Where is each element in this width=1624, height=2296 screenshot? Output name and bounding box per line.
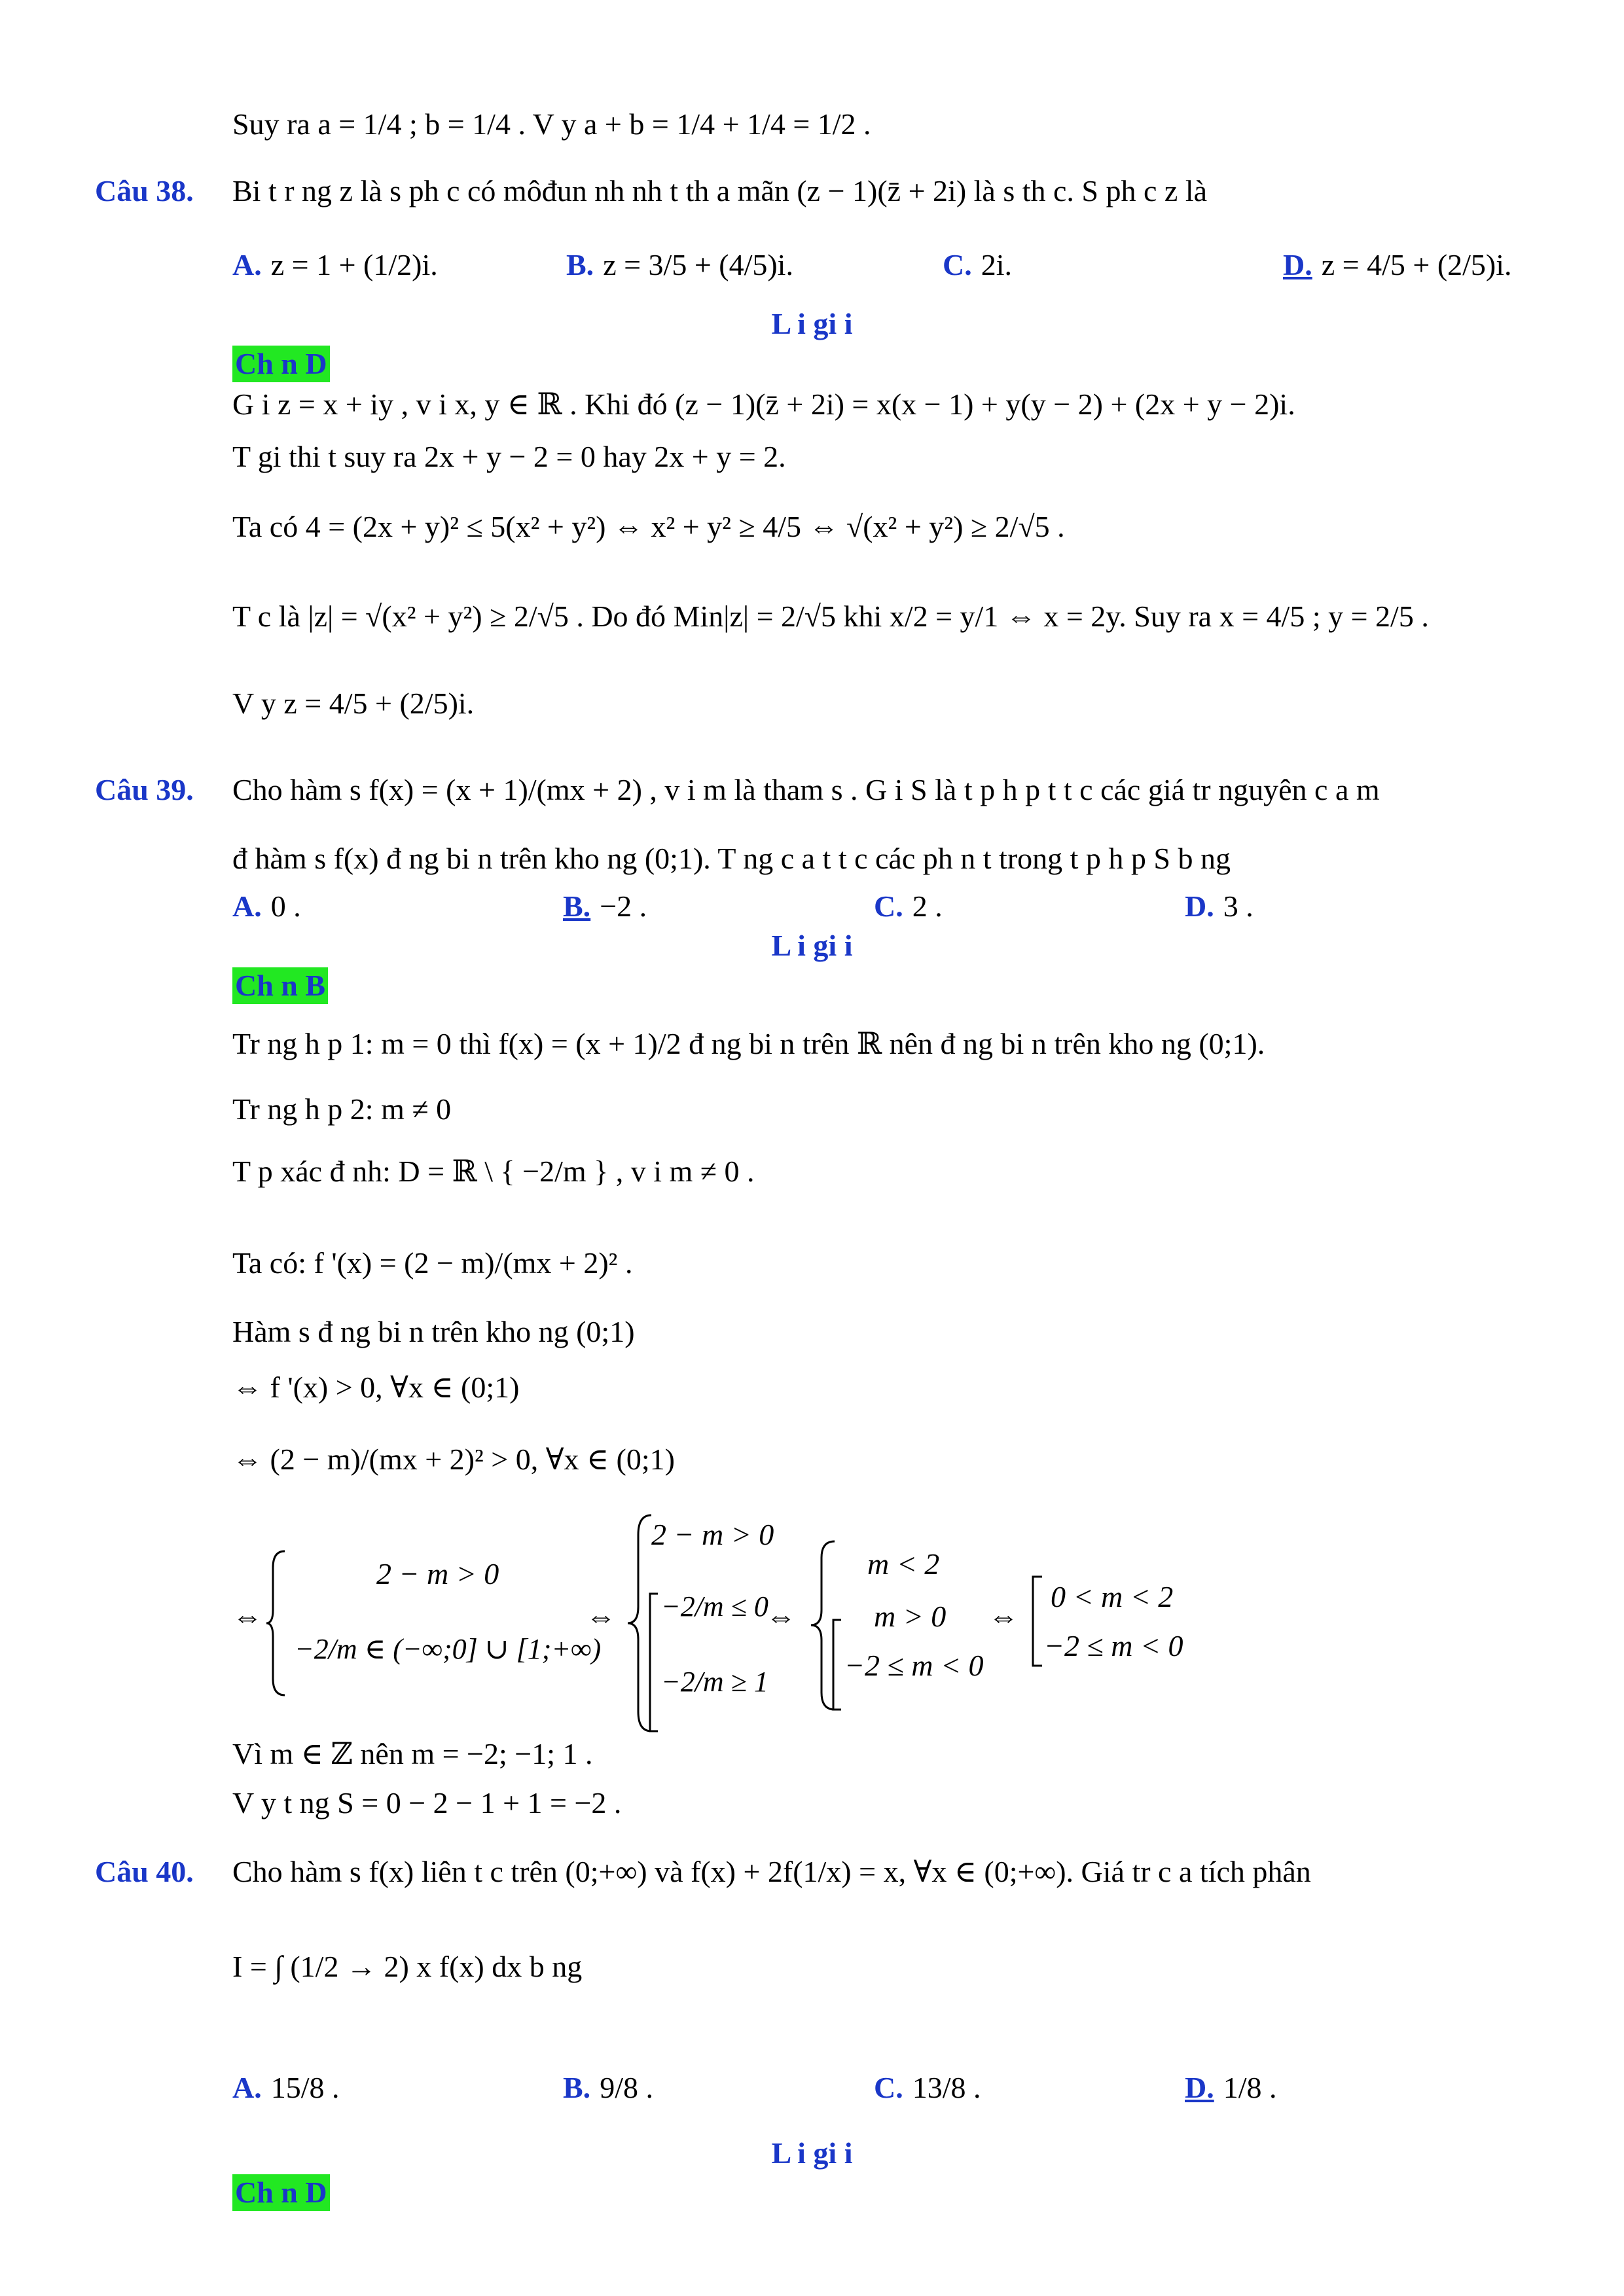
equivalence-arrow-2: ⇔ — [586, 1600, 616, 1633]
q40-option-b — [563, 2068, 653, 2108]
question-40-text-2: I = ∫ (1/2 → 2) x f(x) dx b ng — [232, 1950, 583, 1983]
condition-range: −2/m ∈ (−∞;0] ∪ [1;+∞) — [295, 1633, 602, 1665]
q38-solution-line-1: G i z = x + iy , v i x, y ∈ ℝ . Khi đó (z − 1)(z̄ + 2i) = x(x − 1) + y(y − 2) + (2x + y − 2)i. — [232, 387, 1295, 421]
q39-option-b — [563, 887, 647, 926]
left-brace-1 — [265, 1548, 291, 1698]
q39-answer-badge: Ch n B — [232, 967, 328, 1004]
result-neg2-le-m-lt-0: −2 ≤ m < 0 — [1044, 1629, 1183, 1662]
question-39-number: Câu 39. — [95, 773, 194, 806]
q39-option-a-label: A. — [232, 889, 262, 923]
q38-solution-line-2: T gi thi t suy ra 2x + y − 2 = 0 hay 2x + y = 2. — [232, 440, 786, 473]
condition-m-gt-0: m > 0 — [874, 1600, 947, 1633]
q38-option-d — [1283, 245, 1512, 285]
q38-answer-badge: Ch n D — [232, 346, 330, 382]
question-38-text: Bi t r ng z là s ph c có môđun nh nh t th a mãn (z − 1)(z̄ + 2i) là s th c. S ph c z là — [232, 174, 1208, 207]
q40-option-c-text: 13/8 . — [912, 2071, 981, 2104]
q39-solution-heading: L i gi i — [771, 929, 853, 962]
q39-option-c — [874, 887, 943, 926]
q39-option-d-label: D. — [1185, 889, 1214, 923]
q38-option-c-label: C. — [943, 248, 972, 281]
q38-solution-heading: L i gi i — [771, 307, 853, 340]
q38-option-b — [566, 245, 793, 285]
question-39-text-1: Cho hàm s f(x) = (x + 1)/(mx + 2) , v i m là tham s . G i S là t p h p t t c các giá tr nguyên c a m — [232, 773, 1380, 806]
q39-option-c-label: C. — [874, 889, 903, 923]
q40-option-a — [232, 2068, 340, 2108]
q40-option-a-text: 15/8 . — [270, 2071, 340, 2104]
q38-option-d-label: D. — [1283, 248, 1312, 281]
q38-solution-line-3: Ta có 4 = (2x + y)² ≤ 5(x² + y²) ⇔ x² + y² ≥ 4/5 ⇔ √(x² + y²) ≥ 2/√5 . — [232, 510, 1065, 543]
result-0-lt-m-lt-2: 0 < m < 2 — [1051, 1580, 1174, 1613]
condition-ge-1: −2/m ≥ 1 — [661, 1666, 768, 1698]
condition-le-0: −2/m ≤ 0 — [661, 1590, 768, 1623]
q38-solution-line-5: V y z = 4/5 + (2/5)i. — [232, 687, 475, 720]
condition-m-between: −2 ≤ m < 0 — [844, 1649, 984, 1682]
question-38-number: Câu 38. — [95, 174, 194, 207]
q38-option-d-text: z = 4/5 + (2/5)i. — [1321, 248, 1512, 281]
question-40-number: Câu 40. — [95, 1855, 194, 1888]
condition-2-minus-m-2: 2 − m > 0 — [651, 1518, 774, 1551]
question-39-text-2: đ hàm s f(x) đ ng bi n trên kho ng (0;1). T ng c a t t c các ph n t trong t p h p S b ng — [232, 842, 1231, 875]
q39-option-b-text: −2 . — [600, 889, 647, 923]
q39-solution-line-7: ⇔ (2 − m)/(mx + 2)² > 0, ∀x ∈ (0;1) — [232, 1443, 675, 1476]
q39-solution-line-6: ⇔ f '(x) > 0, ∀x ∈ (0;1) — [232, 1371, 520, 1404]
q38-solution-line-4: T c là |z| = √(x² + y²) ≥ 2/√5 . Do đó Min|z| = 2/√5 khi x/2 = y/1 ⇔ x = 2y. Suy ra x = 4/5 ; y = 2/5 . — [232, 600, 1429, 633]
q39-solution-line-1: Tr ng h p 1: m = 0 thì f(x) = (x + 1)/2 đ ng bi n trên ℝ nên đ ng bi n trên kho ng (0;1). — [232, 1027, 1265, 1060]
equivalence-arrow-3: ⇔ — [766, 1600, 796, 1633]
q38-option-a — [232, 245, 438, 285]
q39-solution-line-2: Tr ng h p 2: m ≠ 0 — [232, 1092, 452, 1126]
q39-option-c-text: 2 . — [912, 889, 943, 923]
q38-option-a-label: A. — [232, 248, 262, 281]
equivalence-arrow-4: ⇔ — [988, 1600, 1019, 1633]
q39-option-a-text: 0 . — [270, 889, 301, 923]
q38-option-c-text: 2i. — [981, 248, 1013, 281]
left-brace-3 — [808, 1538, 848, 1715]
q40-answer-badge: Ch n D — [232, 2174, 330, 2211]
q38-option-b-text: z = 3/5 + (4/5)i. — [603, 248, 793, 281]
q39-solution-line-3: T p xác đ nh: D = ℝ \ { −2/m } , v i m ≠ 0 . — [232, 1155, 755, 1188]
condition-2-minus-m-1: 2 − m > 0 — [376, 1557, 499, 1590]
q39-solution-line-4: Ta có: f '(x) = (2 − m)/(mx + 2)² . — [232, 1246, 633, 1280]
q40-option-c — [874, 2068, 981, 2108]
q39-option-d-text: 3 . — [1223, 889, 1254, 923]
q39-solution-line-9: Vì m ∈ ℤ nên m = −2; −1; 1 . — [232, 1737, 593, 1770]
q38-option-c — [943, 245, 1012, 285]
q38-option-b-label: B. — [566, 248, 594, 281]
q38-option-a-text: z = 1 + (1/2)i. — [270, 248, 438, 281]
q40-option-d-label: D. — [1185, 2071, 1214, 2104]
condition-m-lt-2: m < 2 — [867, 1547, 940, 1581]
q40-option-d — [1185, 2068, 1277, 2108]
equivalence-arrow-1: ⇔ — [232, 1600, 262, 1633]
q39-solution-line-5: Hàm s đ ng bi n trên kho ng (0;1) — [232, 1315, 635, 1348]
q39-option-b-label: B. — [563, 889, 591, 923]
q40-option-c-label: C. — [874, 2071, 903, 2104]
q40-option-b-text: 9/8 . — [600, 2071, 653, 2104]
q40-solution-heading: L i gi i — [771, 2136, 853, 2170]
q40-option-d-text: 1/8 . — [1223, 2071, 1277, 2104]
q40-option-b-label: B. — [563, 2071, 591, 2104]
q39-option-a — [232, 887, 301, 926]
q39-option-d — [1185, 887, 1254, 926]
line-conclusion-prev: Suy ra a = 1/4 ; b = 1/4 . V y a + b = 1/4 + 1/4 = 1/2 . — [232, 107, 871, 141]
q40-option-a-label: A. — [232, 2071, 262, 2104]
q39-solution-line-10: V y t ng S = 0 − 2 − 1 + 1 = −2 . — [232, 1786, 622, 1820]
question-40-text-1: Cho hàm s f(x) liên t c trên (0;+∞) và f(x) + 2f(1/x) = x, ∀x ∈ (0;+∞). Giá tr c a tích phân — [232, 1855, 1311, 1888]
